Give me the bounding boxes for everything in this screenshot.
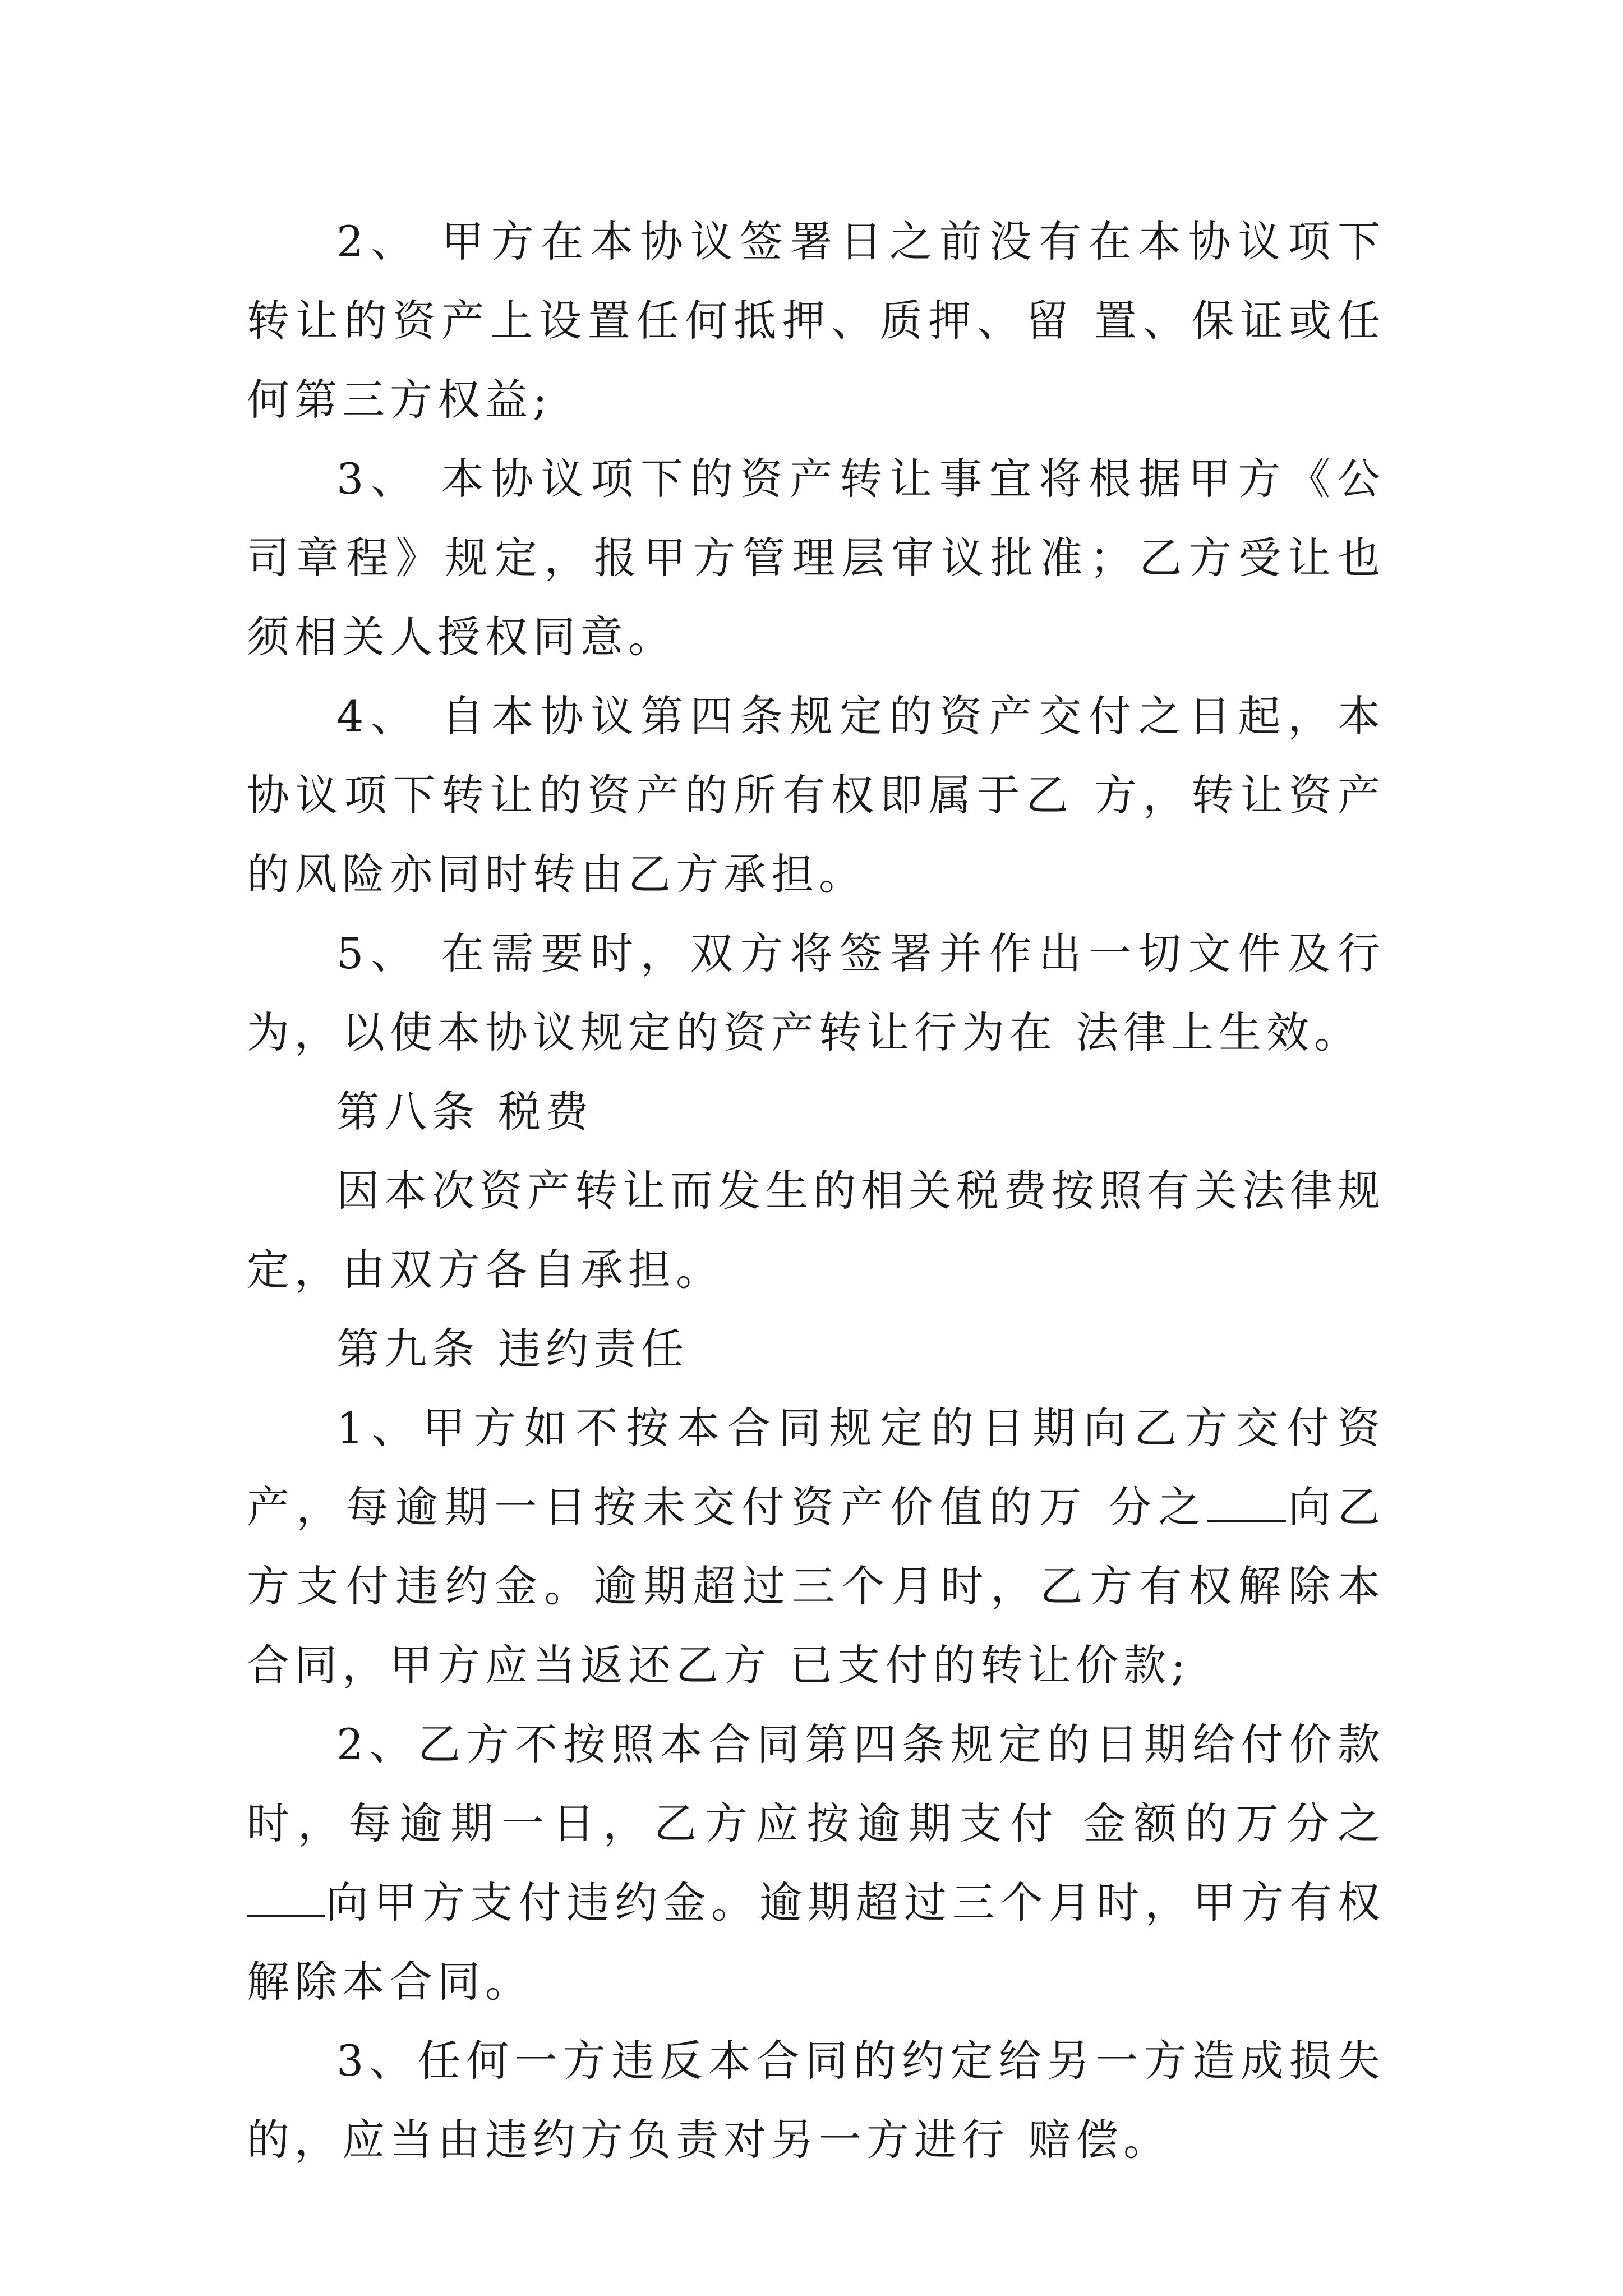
article-8-body: 因本次资产转让而发生的相关税费按照有关法律规定，由双方各自承担。 — [247, 1166, 1385, 1295]
article-9-item-3: 3、任何一方违反本合同的约定给另一方造成损失的，应当由违约方负责对另一方进行 赔偿。 — [247, 2036, 1385, 2165]
article-9-heading: 第九条 违约责任 — [336, 1324, 689, 1374]
blank-line — [1207, 1477, 1286, 1522]
article-9-item-1-part-a: 1、甲方如不按本合同规定的日期向乙方交付资产，每逾期一日按未交付资产价值的万 分之 — [247, 1403, 1385, 1532]
article-9-item-2 — [247, 1705, 1385, 2021]
article-9-item-2-part-a: 2、乙方不按照本合同第四条规定的日期给付价款时，每逾期一日，乙方应按逾期支付 金额的万分之 — [247, 1719, 1385, 1848]
clause-2: 2、 甲方在本协议签署日之前没有在本协议项下转让的资产上设置任何抵押、质押、留 置、保证或任何第三方权益; — [247, 217, 1385, 425]
article-9-item-1-part-b: 向乙方支付违约金。逾期超过三个月时，乙方有权解除本合同，甲方应当返还乙方 已支付的转让价款; — [247, 1482, 1385, 1690]
clause-3: 3、 本协议项下的资产转让事宜将根据甲方《公司章程》规定，报甲方管理层审议批准；乙方受让也须相关人授权同意。 — [247, 454, 1385, 662]
article-9-item-2-part-b: 向甲方支付违约金。逾期超过三个月时，甲方有权解除本合同。 — [247, 1878, 1385, 2007]
blank-line — [247, 1872, 325, 1917]
article-8-heading: 第八条 税费 — [336, 1087, 594, 1137]
clause-4: 4、 自本协议第四条规定的资产交付之日起，本协议项下转让的资产的所有权即属于乙 方，转让资产的风险亦同时转由乙方承担。 — [247, 691, 1385, 899]
article-9-item-1 — [247, 1388, 1385, 1705]
clause-5: 5、 在需要时，双方将签署并作出一切文件及行为，以使本协议规定的资产转让行为在 法律上生效。 — [247, 928, 1385, 1057]
document-body — [247, 202, 1385, 2179]
